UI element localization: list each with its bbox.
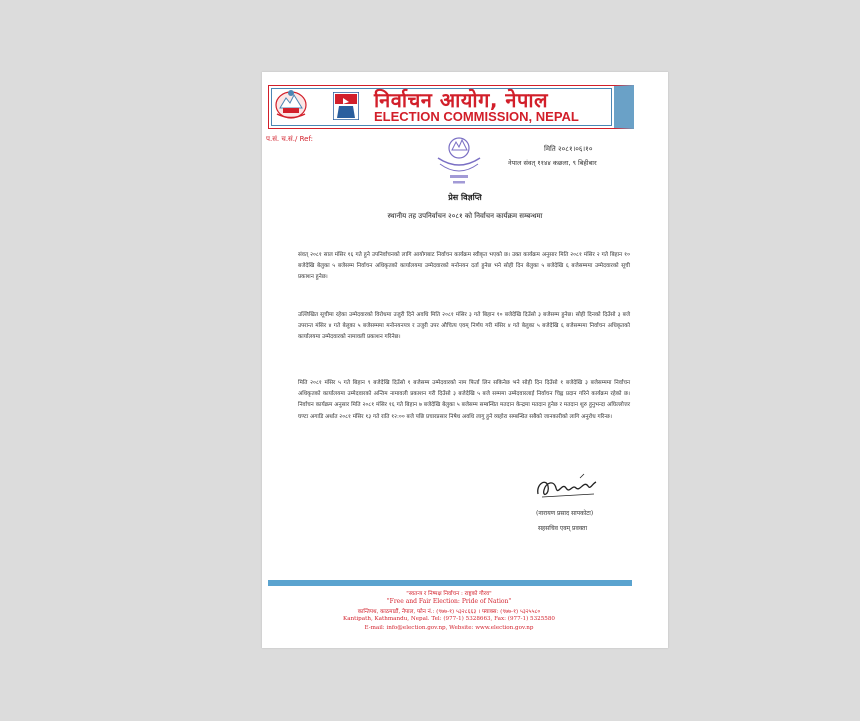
- organization-name-nepali: निर्वाचन आयोग, नेपाल: [374, 88, 549, 112]
- press-release-title: प्रेस विज्ञप्ति: [448, 193, 482, 202]
- handwritten-signature-icon: [532, 470, 602, 506]
- body-paragraph-2: उल्लिखित सूचीमा रहेका उम्मेदवारको विरोधमा उजुरी दिने अवधि मिति २०८१ मंसिर ३ गते बिहान १० बजेदेखि दिउँसो ३ बजेसम्म हुनेछ। सोही दिनको दिउँसो ३ बजे उपरान्त मंसिर ४ गते बेलुका ५ बजेसम्ममा मनोनयनपत्र र उजुरी उपर औचित्य एवम् निर्णय गरी मंसिर ४ गते बेलुका ५ बजेदेखि ६ बजेसम्ममा निर्वाचन अधिकृतको कार्यालयमा उम्मेदवारको नामावली प्रकाशन गरिनेछ।: [298, 312, 630, 341]
- signatory-name: (नारायण प्रसाद सापकोटा): [536, 510, 594, 517]
- official-seal-stamp-icon: [434, 128, 484, 186]
- footer-contact: E-mail: info@election.gov.np, Website: www.election.gov.np: [364, 625, 534, 631]
- press-release-page: [262, 72, 668, 648]
- signatory-title: सहसचिव एवम् प्रवक्ता: [538, 525, 587, 532]
- footer-address-english: Kantipath, Kathmandu, Nepal. Tel: (977-1) 5328663, Fax: (977-1) 5325580: [343, 616, 555, 622]
- reference-number-label: प.सं. च.सं./ Ref:: [266, 135, 314, 143]
- organization-name-english: ELECTION COMMISSION, NEPAL: [374, 109, 579, 124]
- press-release-subject: स्थानीय तह उपनिर्वाचन २०८१ को निर्वाचन कार्यक्रम सम्बन्धमा: [387, 212, 543, 220]
- footer-motto-english: "Free and Fair Election: Pride of Nation": [386, 598, 512, 605]
- national-emblem-icon: [274, 88, 308, 120]
- ballot-box-logo-icon: [333, 92, 359, 120]
- footer-motto-nepali: "स्वतन्त्र र निष्पक्ष निर्वाचन : राष्ट्रको गौरव": [406, 591, 492, 597]
- footer-address-nepali: कान्तिपथ, काठमाडौं, नेपाल, फोन नं.: (९७७-१) ५३२८६६३ । फ्याक्स: (९७७-१) ५३२५५८०: [357, 609, 541, 615]
- body-paragraph-1: संवत् २०८१ साल मंसिर १६ गते हुने उपनिर्वाचनको लागि आयोगबाट निर्वाचन कार्यक्रम स्वीकृत भएको छ। उक्त कार्यक्रम अनुसार मिति २०८१ मंसिर २ गते बिहान १० बजेदेखि बेलुका ५ बजेसम्म निर्वाचन अधिकृतको कार्यालयमा उम्मेदवारको मनोनयन दर्ता हुनेछ भने सोही दिन बेलुका ५ बजेदेखि ६ बजेसम्ममा उम्मेदवारको सूची प्रकाशन हुनेछ।: [298, 252, 630, 281]
- body-paragraph-3: मिति २०८१ मंसिर ५ गते बिहान ९ बजेदेखि दिउँसो १ बजेसम्म उम्मेदवारको नाम फिर्ता लिन सकिनेछ भने सोही दिन दिउँसो १ बजेदेखि ३ बजेसम्ममा निर्वाचन अधिकृतको कार्यालयमा उम्मेदवारको अन्तिम नामावली प्रकाशन गरी दिउँसो ३ बजेदेखि ५ बजे सम्ममा उम्मेदवारलाई निर्वाचन चिह्न प्रदान गरिने कार्यक्रम रहेको छ। निर्वाचन कार्यक्रम अनुसार मिति २०८१ मंसिर १६ गते बिहान ७ बजेदेखि बेलुका ५ बजेसम्म सम्बन्धित मतदान केन्द्रमा मतदान हुनेछ र मतदान शुरु हुनुभन्दा अघिल्लोत्तर घण्टा अगाडि अर्थात २०८१ मंसिर १३ गते राति १२:०० बजे पछि प्रचारप्रसार निषेध अवधि लागु हुने व्यहोरा सम्बन्धित सबैको जानकारीको लागि अनुरोध गरिन्छ।: [298, 380, 630, 420]
- footer-divider-bar: [268, 580, 632, 586]
- nepal-samvat-date: नेपाल संवत् ११४४ कछला, ९ बिहीबार: [508, 159, 597, 167]
- letter-date: मिति २०८१।०६।१०: [544, 145, 593, 153]
